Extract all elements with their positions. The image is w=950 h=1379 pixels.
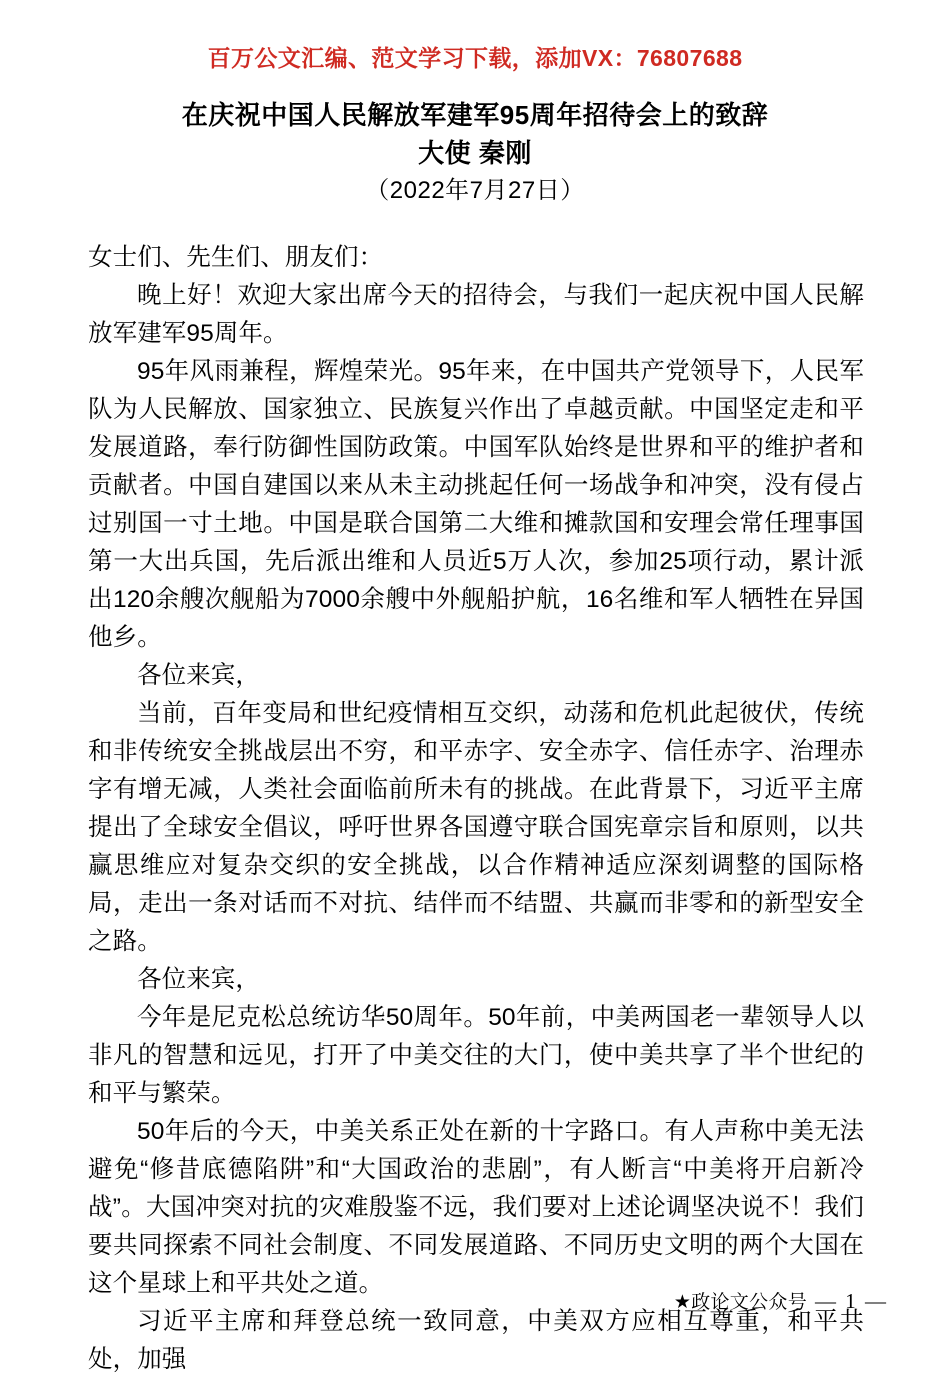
- footer-publisher-mark: ★政论文公众号: [673, 1292, 807, 1313]
- body-paragraph: 各位来宾，: [137, 662, 260, 689]
- body-paragraph: 晚上好！欢迎大家出席今天的招待会，与我们一起庆祝中国人民解放军建军95周年。: [88, 282, 864, 347]
- body-paragraph: 各位来宾，: [137, 966, 260, 993]
- body-paragraph: 女士们、先生们、朋友们：: [88, 244, 384, 271]
- body-paragraph: 当前，百年变局和世纪疫情相互交织，动荡和危机此起彼伏，传统和非传统安全挑战层出不穷，和平赤字、安全赤字、信任赤字、治理赤字有增无减，人类社会面临前所未有的挑战。在此背景下，习近平主席提出了全球安全倡议，呼吁世界各国遵守联合国宪章宗旨和原则，以共赢思维应对复杂交织的安全挑战，以合作精神适应深刻调整的国际格局，走出一条对话而不对抗、结伴而不结盟、共赢而非零和的新型安全之路。: [88, 700, 864, 955]
- body-paragraph: 习近平主席和拜登总统一致同意，中美双方应相互尊重，和平共处，加强: [88, 1308, 864, 1373]
- title-block: [0, 96, 950, 210]
- document-title: 在庆祝中国人民解放军建军95周年招待会上的致辞: [181, 100, 769, 130]
- body-paragraph: 50年后的今天，中美关系正处在新的十字路口。有人声称中美无法避免“修昔底德陷阱”和“大国政治的悲剧”，有人断言“中美将开启新冷战”。大国冲突对抗的灾难殷鉴不远，我们要对上述论调坚决说不！我们要共同探索不同社会制度、不同发展道路、不同历史文明的两个大国在这个星球上和平共处之道。: [88, 1118, 864, 1297]
- body-paragraph: 95年风雨兼程，辉煌荣光。95年来，在中国共产党领导下，人民军队为人民解放、国家独立、民族复兴作出了卓越贡献。中国坚定走和平发展道路，奉行防御性国防政策。中国军队始终是世界和平的维护者和贡献者。中国自建国以来从未主动挑起任何一场战争和冲突，没有侵占过别国一寸土地。中国是联合国第二大维和摊款国和安理会常任理事国第一大出兵国，先后派出维和人员近5万人次，参加25项行动，累计派出120余艘次舰船为7000余艘中外舰船护航，16名维和军人牺牲在异国他乡。: [88, 358, 864, 651]
- promo-banner-text: 百万公文汇编、范文学习下载，添加VX：76807688: [207, 45, 743, 71]
- page-number: — 1 —: [815, 1289, 888, 1313]
- body-paragraph: 今年是尼克松总统访华50周年。50年前，中美两国老一辈领导人以非凡的智慧和远见，打开了中美交往的大门，使中美共享了半个世纪的和平与繁荣。: [88, 1004, 864, 1107]
- document-body: [88, 239, 864, 1379]
- page-footer: [0, 1287, 950, 1314]
- document-speaker: 大使 秦刚: [418, 138, 532, 168]
- document-date: （2022年7月27日）: [365, 177, 585, 204]
